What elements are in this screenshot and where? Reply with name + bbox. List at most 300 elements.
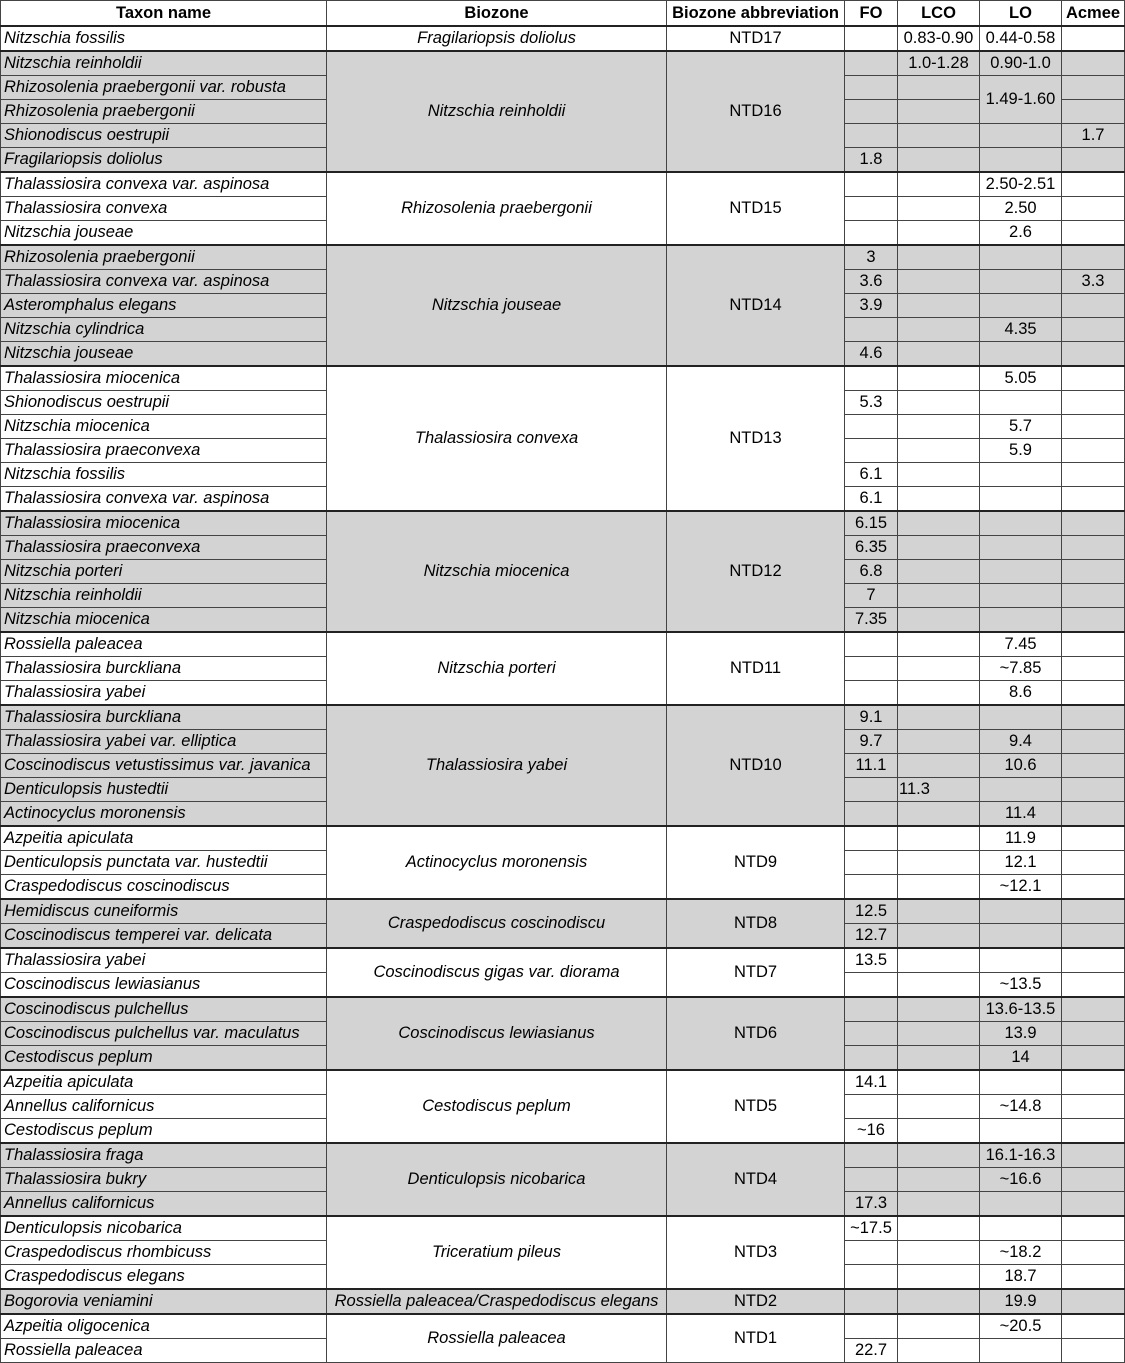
lo-cell <box>980 511 1062 536</box>
taxon-name-cell: Coscinodiscus vetustissimus var. javanica <box>1 754 327 778</box>
biozone-cell: Rossiella paleacea <box>327 1314 667 1363</box>
fo-cell: 22.7 <box>845 1339 898 1363</box>
lo-cell <box>980 536 1062 560</box>
fo-cell <box>845 415 898 439</box>
lo-cell: 5.05 <box>980 366 1062 391</box>
taxon-name-cell: Fragilariopsis doliolus <box>1 148 327 173</box>
lco-cell <box>898 1192 980 1217</box>
lo-cell: ~18.2 <box>980 1241 1062 1265</box>
lco-cell <box>898 318 980 342</box>
lco-cell <box>898 584 980 608</box>
header-row <box>1 1 1125 27</box>
acme-cell <box>1062 1022 1125 1046</box>
acme-cell <box>1062 875 1125 900</box>
lo-cell <box>980 584 1062 608</box>
acme-cell <box>1062 536 1125 560</box>
taxon-name-cell: Rhizosolenia praebergonii <box>1 245 327 270</box>
taxon-name-cell: Denticulopsis punctata var. hustedtii <box>1 851 327 875</box>
acme-cell <box>1062 100 1125 124</box>
fo-cell: 17.3 <box>845 1192 898 1217</box>
table-row <box>1 899 1125 924</box>
lo-cell: 13.9 <box>980 1022 1062 1046</box>
biozone-abbreviation-cell: NTD12 <box>667 511 845 632</box>
taxon-name-cell: Thalassiosira yabei <box>1 948 327 973</box>
taxon-name-cell: Craspedodiscus elegans <box>1 1265 327 1290</box>
lo-cell: 10.6 <box>980 754 1062 778</box>
lo-cell <box>980 270 1062 294</box>
biozone-cell: Actinocyclus moronensis <box>327 826 667 899</box>
lo-cell: ~7.85 <box>980 657 1062 681</box>
fo-cell: 1.8 <box>845 148 898 173</box>
fo-cell: 6.1 <box>845 463 898 487</box>
acme-cell <box>1062 487 1125 512</box>
lo-cell <box>980 705 1062 730</box>
taxon-name-cell: Rhizosolenia praebergonii var. robusta <box>1 76 327 100</box>
acme-cell <box>1062 1046 1125 1071</box>
taxon-name-cell: Nitzschia jouseae <box>1 221 327 246</box>
lco-cell <box>898 100 980 124</box>
lco-cell <box>898 997 980 1022</box>
lco-cell <box>898 1265 980 1290</box>
table-row <box>1 948 1125 973</box>
biozone-cell: Triceratium pileus <box>327 1216 667 1289</box>
acme-cell <box>1062 584 1125 608</box>
lo-cell: 19.9 <box>980 1289 1062 1314</box>
fo-cell: 3.6 <box>845 270 898 294</box>
taxon-name-cell: Cestodiscus peplum <box>1 1119 327 1144</box>
taxon-name-cell: Hemidiscus cuneiformis <box>1 899 327 924</box>
lo-cell <box>980 778 1062 802</box>
taxon-name-cell: Annellus californicus <box>1 1095 327 1119</box>
taxon-name-cell: Nitzschia fossilis <box>1 26 327 51</box>
fo-cell: 3.9 <box>845 294 898 318</box>
lco-cell <box>898 1339 980 1363</box>
lo-cell: 4.35 <box>980 318 1062 342</box>
lo-cell: 16.1-16.3 <box>980 1143 1062 1168</box>
lco-cell <box>898 705 980 730</box>
header-lo: LO <box>980 1 1062 27</box>
fo-cell: 6.35 <box>845 536 898 560</box>
taxon-name-cell: Rossiella paleacea <box>1 632 327 657</box>
acme-cell <box>1062 754 1125 778</box>
lo-cell <box>980 294 1062 318</box>
biozone-abbreviation-cell: NTD16 <box>667 51 845 172</box>
acme-cell <box>1062 657 1125 681</box>
lo-cell: ~12.1 <box>980 875 1062 900</box>
table-row <box>1 172 1125 197</box>
acme-cell <box>1062 342 1125 367</box>
header-biozone: Biozone <box>327 1 667 27</box>
lco-cell <box>898 342 980 367</box>
fo-cell: 5.3 <box>845 391 898 415</box>
lco-cell: 1.0-1.28 <box>898 51 980 76</box>
biozone-abbreviation-cell: NTD3 <box>667 1216 845 1289</box>
taxon-name-cell: Coscinodiscus pulchellus var. maculatus <box>1 1022 327 1046</box>
taxon-name-cell: Craspedodiscus coscinodiscus <box>1 875 327 900</box>
acme-cell <box>1062 851 1125 875</box>
fo-cell <box>845 1046 898 1071</box>
acme-cell <box>1062 391 1125 415</box>
lco-cell <box>898 681 980 706</box>
lo-cell: ~13.5 <box>980 973 1062 998</box>
lco-cell <box>898 1022 980 1046</box>
acme-cell <box>1062 778 1125 802</box>
taxon-name-cell: Cestodiscus peplum <box>1 1046 327 1071</box>
lco-cell <box>898 124 980 148</box>
fo-cell: 9.1 <box>845 705 898 730</box>
fo-cell <box>845 221 898 246</box>
fo-cell <box>845 657 898 681</box>
lo-cell: 12.1 <box>980 851 1062 875</box>
lo-cell: 11.9 <box>980 826 1062 851</box>
taxon-name-cell: Thalassiosira yabei <box>1 681 327 706</box>
lo-cell <box>980 1216 1062 1241</box>
fo-cell <box>845 632 898 657</box>
taxon-name-cell: Azpeitia apiculata <box>1 1070 327 1095</box>
taxon-name-cell: Nitzschia miocenica <box>1 415 327 439</box>
fo-cell: 6.15 <box>845 511 898 536</box>
lo-cell: ~14.8 <box>980 1095 1062 1119</box>
acme-cell <box>1062 1192 1125 1217</box>
fo-cell: 13.5 <box>845 948 898 973</box>
lco-cell <box>898 487 980 512</box>
lco-cell <box>898 148 980 173</box>
acme-cell <box>1062 705 1125 730</box>
header-fo: FO <box>845 1 898 27</box>
taxon-name-cell: Coscinodiscus pulchellus <box>1 997 327 1022</box>
lo-cell <box>980 148 1062 173</box>
taxon-name-cell: Thalassiosira praeconvexa <box>1 439 327 463</box>
fo-cell <box>845 802 898 827</box>
lco-cell <box>898 560 980 584</box>
lco-cell <box>898 439 980 463</box>
lo-cell <box>980 245 1062 270</box>
fo-cell <box>845 851 898 875</box>
lco-cell <box>898 1216 980 1241</box>
lco-cell <box>898 657 980 681</box>
lo-cell <box>980 1119 1062 1144</box>
table-row <box>1 366 1125 391</box>
fo-cell <box>845 1143 898 1168</box>
fo-cell: 11.1 <box>845 754 898 778</box>
lco-cell <box>898 875 980 900</box>
biozone-abbreviation-cell: NTD17 <box>667 26 845 51</box>
acme-cell <box>1062 148 1125 173</box>
acme-cell <box>1062 899 1125 924</box>
lo-cell <box>980 608 1062 633</box>
lco-cell <box>898 632 980 657</box>
taxon-name-cell: Craspedodiscus rhombicuss <box>1 1241 327 1265</box>
acme-cell <box>1062 730 1125 754</box>
lo-cell <box>980 1339 1062 1363</box>
lco-cell <box>898 415 980 439</box>
taxon-name-cell: Bogorovia veniamini <box>1 1289 327 1314</box>
taxon-name-cell: Nitzschia porteri <box>1 560 327 584</box>
acme-cell <box>1062 197 1125 221</box>
acme-cell: 3.3 <box>1062 270 1125 294</box>
lco-cell <box>898 1070 980 1095</box>
acme-cell <box>1062 366 1125 391</box>
lco-cell <box>898 1046 980 1071</box>
acme-cell <box>1062 51 1125 76</box>
lco-cell <box>898 197 980 221</box>
acme-cell <box>1062 1095 1125 1119</box>
fo-cell <box>845 826 898 851</box>
lo-cell <box>980 391 1062 415</box>
fo-cell: 6.1 <box>845 487 898 512</box>
fo-cell <box>845 681 898 706</box>
table-row <box>1 705 1125 730</box>
taxon-name-cell: Thalassiosira convexa <box>1 197 327 221</box>
lo-cell: 2.6 <box>980 221 1062 246</box>
taxon-name-cell: Thalassiosira burckliana <box>1 657 327 681</box>
biozone-abbreviation-cell: NTD1 <box>667 1314 845 1363</box>
taxon-name-cell: Nitzschia jouseae <box>1 342 327 367</box>
taxon-name-cell: Thalassiosira miocenica <box>1 511 327 536</box>
biozone-cell: Cestodiscus peplum <box>327 1070 667 1143</box>
acme-cell <box>1062 415 1125 439</box>
acme-cell <box>1062 681 1125 706</box>
table-row <box>1 997 1125 1022</box>
table-row <box>1 26 1125 51</box>
table-row <box>1 1143 1125 1168</box>
header-taxon-name: Taxon name <box>1 1 327 27</box>
lco-cell <box>898 973 980 998</box>
fo-cell <box>845 973 898 998</box>
fo-cell <box>845 439 898 463</box>
acme-cell <box>1062 76 1125 100</box>
biozone-cell: Fragilariopsis doliolus <box>327 26 667 51</box>
biozone-abbreviation-cell: NTD11 <box>667 632 845 705</box>
lo-cell: ~20.5 <box>980 1314 1062 1339</box>
fo-cell: 9.7 <box>845 730 898 754</box>
lo-cell <box>980 924 1062 949</box>
biozone-abbreviation-cell: NTD2 <box>667 1289 845 1314</box>
biozone-abbreviation-cell: NTD14 <box>667 245 845 366</box>
lco-cell <box>898 294 980 318</box>
fo-cell <box>845 1314 898 1339</box>
fo-cell <box>845 1022 898 1046</box>
acme-cell <box>1062 26 1125 51</box>
biozone-abbreviation-cell: NTD13 <box>667 366 845 511</box>
taxon-name-cell: Azpeitia apiculata <box>1 826 327 851</box>
acme-cell <box>1062 1265 1125 1290</box>
lco-cell <box>898 245 980 270</box>
table-row <box>1 1070 1125 1095</box>
taxon-name-cell: Nitzschia fossilis <box>1 463 327 487</box>
lco-cell <box>898 899 980 924</box>
table-row <box>1 1216 1125 1241</box>
lco-cell <box>898 1119 980 1144</box>
table-row <box>1 826 1125 851</box>
fo-cell: 4.6 <box>845 342 898 367</box>
biozone-cell: Nitzschia porteri <box>327 632 667 705</box>
fo-cell: 12.7 <box>845 924 898 949</box>
header-biozone-abbreviation: Biozone abbreviation <box>667 1 845 27</box>
acme-cell <box>1062 172 1125 197</box>
acme-cell <box>1062 245 1125 270</box>
acme-cell <box>1062 1119 1125 1144</box>
taxon-name-cell: Denticulopsis hustedtii <box>1 778 327 802</box>
biozone-cell: Rhizosolenia praebergonii <box>327 172 667 245</box>
fo-cell: ~16 <box>845 1119 898 1144</box>
lo-cell <box>980 463 1062 487</box>
biozone-cell: Thalassiosira yabei <box>327 705 667 826</box>
acme-cell <box>1062 1339 1125 1363</box>
lco-cell <box>898 221 980 246</box>
acme-cell <box>1062 318 1125 342</box>
lo-cell: 1.49-1.60 <box>980 76 1062 124</box>
fo-cell <box>845 778 898 802</box>
lo-cell: 0.44-0.58 <box>980 26 1062 51</box>
table-row <box>1 511 1125 536</box>
taxon-name-cell: Annellus californicus <box>1 1192 327 1217</box>
lo-cell <box>980 948 1062 973</box>
fo-cell: 7 <box>845 584 898 608</box>
acme-cell <box>1062 997 1125 1022</box>
biozone-abbreviation-cell: NTD5 <box>667 1070 845 1143</box>
biozone-abbreviation-cell: NTD7 <box>667 948 845 997</box>
acme-cell <box>1062 924 1125 949</box>
lo-cell: 5.9 <box>980 439 1062 463</box>
acme-cell <box>1062 1216 1125 1241</box>
acme-cell <box>1062 948 1125 973</box>
lco-cell <box>898 826 980 851</box>
fo-cell: 3 <box>845 245 898 270</box>
fo-cell <box>845 100 898 124</box>
lco-cell <box>898 536 980 560</box>
table-row <box>1 51 1125 76</box>
lco-cell <box>898 802 980 827</box>
biozone-cell: Coscinodiscus gigas var. diorama <box>327 948 667 997</box>
acme-cell <box>1062 1168 1125 1192</box>
biozone-cell: Coscinodiscus lewiasianus <box>327 997 667 1070</box>
acme-cell: 1.7 <box>1062 124 1125 148</box>
taxon-name-cell: Thalassiosira bukry <box>1 1168 327 1192</box>
biozone-cell: Nitzschia miocenica <box>327 511 667 632</box>
lco-cell <box>898 1314 980 1339</box>
acme-cell <box>1062 463 1125 487</box>
lo-cell: 2.50-2.51 <box>980 172 1062 197</box>
table-body <box>1 26 1125 1363</box>
taxon-name-cell: Shionodiscus oestrupii <box>1 391 327 415</box>
lo-cell <box>980 124 1062 148</box>
lco-cell <box>898 1168 980 1192</box>
lco-cell <box>898 76 980 100</box>
biozone-cell: Craspedodiscus coscinodiscu <box>327 899 667 948</box>
lco-cell <box>898 391 980 415</box>
taxon-name-cell: Nitzschia cylindrica <box>1 318 327 342</box>
acme-cell <box>1062 826 1125 851</box>
acme-cell <box>1062 221 1125 246</box>
table-row <box>1 1289 1125 1314</box>
lco-cell <box>898 270 980 294</box>
taxon-name-cell: Nitzschia miocenica <box>1 608 327 633</box>
taxon-name-cell: Nitzschia reinholdii <box>1 584 327 608</box>
lo-cell: 0.90-1.0 <box>980 51 1062 76</box>
acme-cell <box>1062 1241 1125 1265</box>
lco-cell <box>898 1143 980 1168</box>
lo-cell <box>980 487 1062 512</box>
biozone-cell: Thalassiosira convexa <box>327 366 667 511</box>
biozone-abbreviation-cell: NTD6 <box>667 997 845 1070</box>
fo-cell <box>845 197 898 221</box>
acme-cell <box>1062 1143 1125 1168</box>
biozone-abbreviation-cell: NTD9 <box>667 826 845 899</box>
lo-cell: ~16.6 <box>980 1168 1062 1192</box>
lo-cell: 5.7 <box>980 415 1062 439</box>
taxon-name-cell: Coscinodiscus temperei var. delicata <box>1 924 327 949</box>
lo-cell <box>980 560 1062 584</box>
acme-cell <box>1062 1070 1125 1095</box>
fo-cell <box>845 1168 898 1192</box>
taxon-name-cell: Thalassiosira miocenica <box>1 366 327 391</box>
taxon-name-cell: Azpeitia oligocenica <box>1 1314 327 1339</box>
lco-cell <box>898 1241 980 1265</box>
fo-cell <box>845 997 898 1022</box>
taxon-name-cell: Thalassiosira convexa var. aspinosa <box>1 172 327 197</box>
lco-cell <box>898 1095 980 1119</box>
biozone-abbreviation-cell: NTD8 <box>667 899 845 948</box>
fo-cell: 14.1 <box>845 1070 898 1095</box>
fo-cell: 7.35 <box>845 608 898 633</box>
taxon-name-cell: Thalassiosira praeconvexa <box>1 536 327 560</box>
fo-cell: ~17.5 <box>845 1216 898 1241</box>
acme-cell <box>1062 1289 1125 1314</box>
lco-cell <box>898 608 980 633</box>
fo-cell <box>845 1241 898 1265</box>
header-acmee: Acmee <box>1062 1 1125 27</box>
fo-cell <box>845 875 898 900</box>
acme-cell <box>1062 973 1125 998</box>
taxon-name-cell: Denticulopsis nicobarica <box>1 1216 327 1241</box>
fo-cell <box>845 318 898 342</box>
lo-cell: 8.6 <box>980 681 1062 706</box>
lco-cell <box>898 366 980 391</box>
lo-cell: 13.6-13.5 <box>980 997 1062 1022</box>
table-row <box>1 245 1125 270</box>
lo-cell <box>980 899 1062 924</box>
lo-cell: 11.4 <box>980 802 1062 827</box>
lo-cell: 9.4 <box>980 730 1062 754</box>
biozone-cell: Nitzschia jouseae <box>327 245 667 366</box>
table-row <box>1 632 1125 657</box>
header-lco: LCO <box>898 1 980 27</box>
lco-cell <box>898 851 980 875</box>
lo-cell <box>980 1192 1062 1217</box>
lco-cell <box>898 754 980 778</box>
lco-cell <box>898 463 980 487</box>
acme-cell <box>1062 632 1125 657</box>
taxon-name-cell: Asteromphalus elegans <box>1 294 327 318</box>
lco-cell <box>898 948 980 973</box>
taxon-name-cell: Thalassiosira convexa var. aspinosa <box>1 270 327 294</box>
acme-cell <box>1062 1314 1125 1339</box>
lo-cell: 2.50 <box>980 197 1062 221</box>
taxon-name-cell: Coscinodiscus lewiasianus <box>1 973 327 998</box>
biozone-abbreviation-cell: NTD15 <box>667 172 845 245</box>
fo-cell <box>845 1289 898 1314</box>
lo-cell: 14 <box>980 1046 1062 1071</box>
table-row <box>1 1314 1125 1339</box>
biozone-abbreviation-cell: NTD10 <box>667 705 845 826</box>
lco-cell <box>898 730 980 754</box>
fo-cell <box>845 172 898 197</box>
taxon-name-cell: Shionodiscus oestrupii <box>1 124 327 148</box>
lco-cell <box>898 511 980 536</box>
taxon-name-cell: Thalassiosira yabei var. elliptica <box>1 730 327 754</box>
acme-cell <box>1062 608 1125 633</box>
